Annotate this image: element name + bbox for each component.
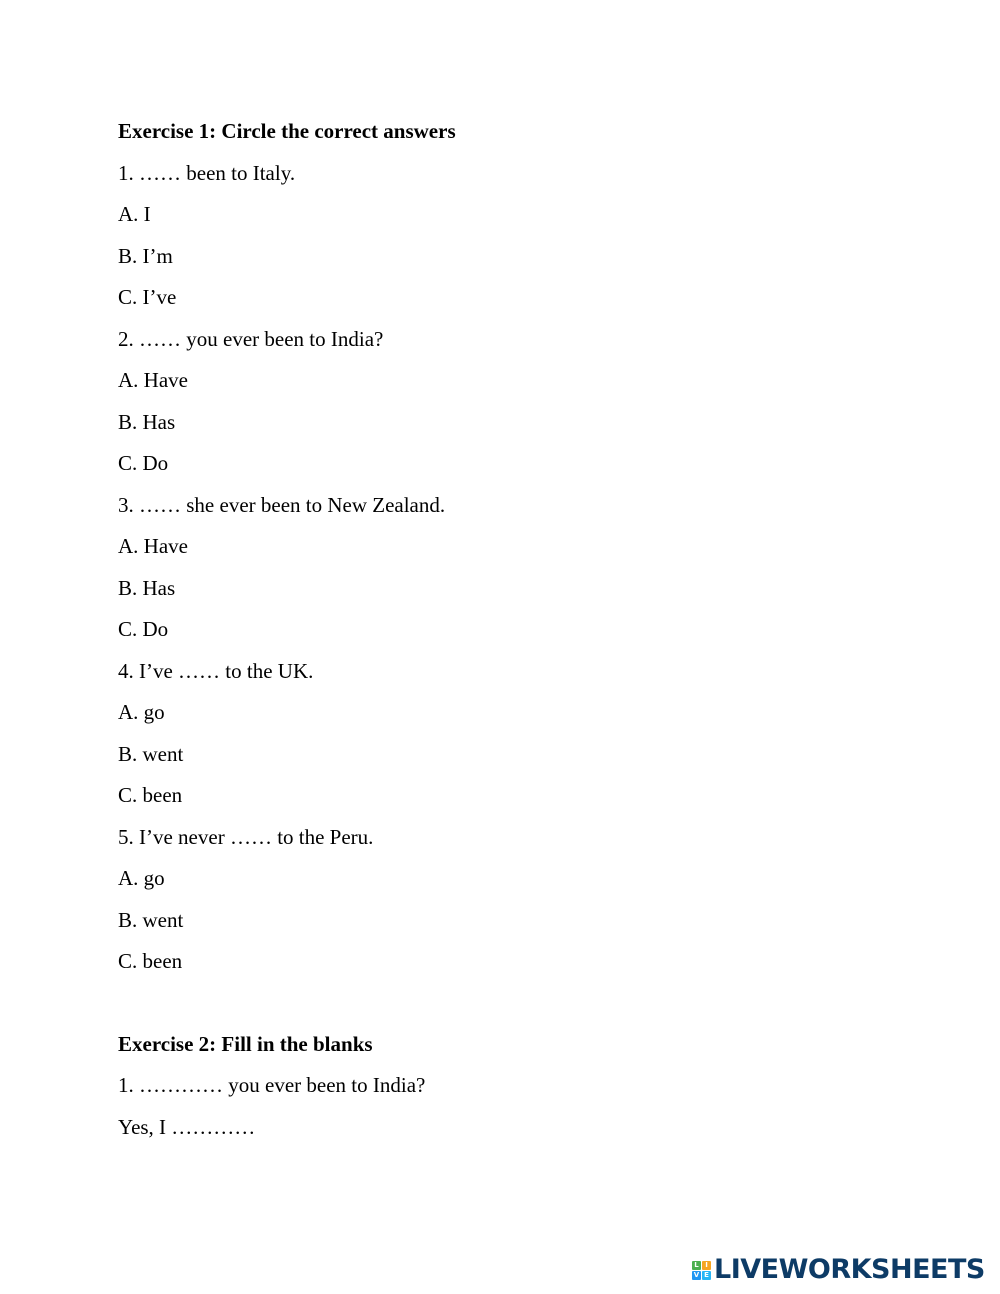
option-2b[interactable]: B. Has xyxy=(118,410,176,434)
option-5b[interactable]: B. went xyxy=(118,908,184,932)
fill-blank-question-1: 1. ………… you ever been to India? xyxy=(118,1073,426,1097)
question-5: 5. I’ve never …… to the Peru. xyxy=(118,825,374,849)
logo-mark-tile: V xyxy=(693,1270,700,1279)
option-3c[interactable]: C. Do xyxy=(118,617,169,641)
option-5a[interactable]: A. go xyxy=(118,866,165,890)
question-2: 2. …… you ever been to India? xyxy=(118,327,384,351)
option-5c[interactable]: C. been xyxy=(118,949,183,973)
option-4b[interactable]: B. went xyxy=(118,742,184,766)
logo-mark-tile: L xyxy=(692,1261,701,1270)
logo-mark-icon xyxy=(692,1261,711,1280)
option-4c[interactable]: C. been xyxy=(118,783,183,807)
option-2a[interactable]: A. Have xyxy=(118,368,188,392)
exercise-2-heading: Exercise 2: Fill in the blanks xyxy=(118,1032,373,1056)
option-3b[interactable]: B. Has xyxy=(118,576,176,600)
question-4: 4. I’ve …… to the UK. xyxy=(118,659,314,683)
fill-blank-answer-1[interactable]: Yes, I ………… xyxy=(118,1115,256,1139)
option-1b[interactable]: B. I’m xyxy=(118,244,173,268)
logo-mark-tile: I xyxy=(702,1261,711,1270)
option-1c[interactable]: C. I’ve xyxy=(118,285,177,309)
option-3a[interactable]: A. Have xyxy=(118,534,188,558)
liveworksheets-logo xyxy=(692,1255,985,1285)
option-1a[interactable]: A. I xyxy=(118,202,151,226)
option-4a[interactable]: A. go xyxy=(118,700,165,724)
option-2c[interactable]: C. Do xyxy=(118,451,169,475)
exercise-1-heading: Exercise 1: Circle the correct answers xyxy=(118,119,456,143)
question-3: 3. …… she ever been to New Zealand. xyxy=(118,493,446,517)
logo-text: LIVEWORKSHEETS xyxy=(714,1254,985,1285)
logo-mark-tile: E xyxy=(702,1271,711,1280)
question-1: 1. …… been to Italy. xyxy=(118,161,296,185)
